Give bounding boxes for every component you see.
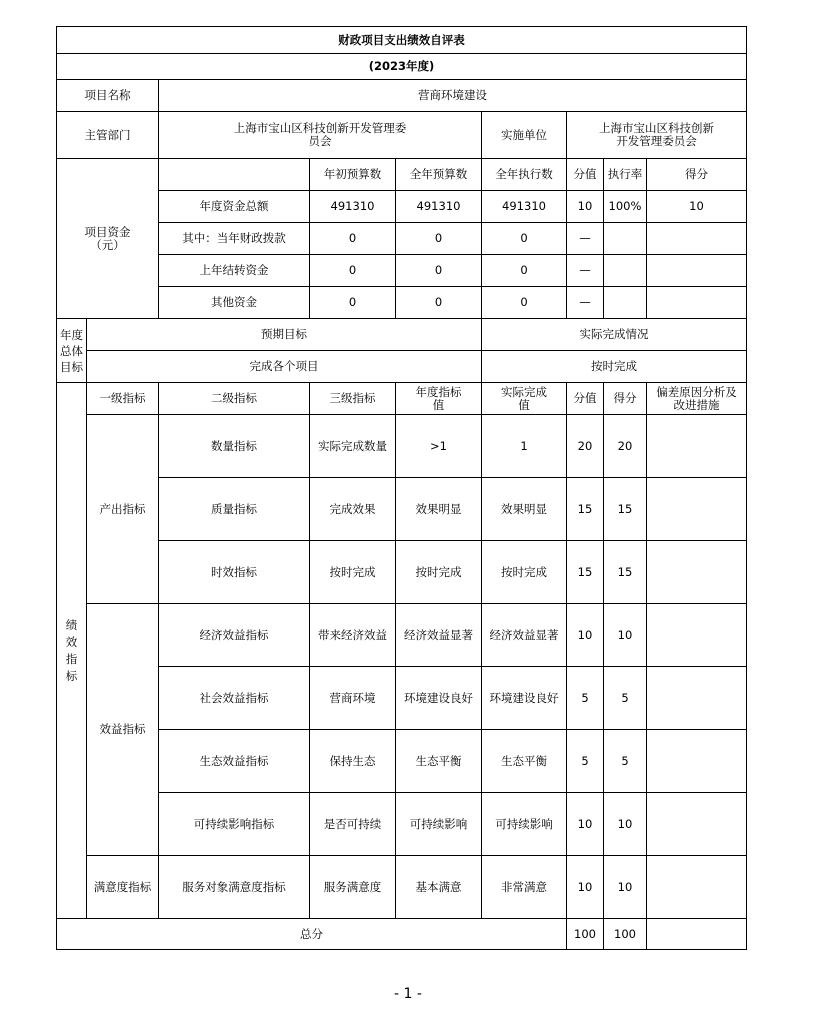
ind-header-level3: 三级指标 (310, 383, 396, 415)
total-value: 100 (567, 919, 604, 950)
form-subtitle: (2023年度) (57, 54, 747, 80)
ind-value: 5 (567, 730, 604, 793)
funds-header-blank (159, 159, 310, 191)
goals-section-label (57, 319, 87, 383)
funds-row-label: 其中：当年财政拨款 (159, 223, 310, 255)
ind-note (647, 541, 747, 604)
dept-value-text: 上海市宝山区科技创新开发管理委员会 (233, 121, 407, 148)
ind-actual: 非常满意 (482, 856, 567, 919)
ind-header-level2: 二级指标 (159, 383, 310, 415)
ind-header-note-text: 偏差原因分析及改进措施 (656, 384, 737, 412)
ind-header-target (396, 383, 482, 415)
form-title: 财政项目支出绩效自评表 (57, 27, 747, 54)
ind-level3: 带来经济效益 (310, 604, 396, 667)
goals-actual-header: 实际完成情况 (482, 319, 747, 351)
funds-row-label: 年度资金总额 (159, 191, 310, 223)
ind-level2: 生态效益指标 (159, 730, 310, 793)
ind-value: 10 (567, 604, 604, 667)
funds-header-score-value: 分值 (567, 159, 604, 191)
funds-cell-initial: 491310 (310, 191, 396, 223)
funds-cell-score (647, 255, 747, 287)
ind-target: 可持续影响 (396, 793, 482, 856)
funds-cell-annual: 0 (396, 287, 482, 319)
goals-expected-value: 完成各个项目 (87, 351, 482, 383)
ind-score: 15 (604, 541, 647, 604)
unit-value-text: 上海市宝山区科技创新开发管理委员会 (599, 121, 714, 148)
funds-cell-executed: 0 (482, 255, 567, 287)
ind-level3: 完成效果 (310, 478, 396, 541)
ind-value: 10 (567, 856, 604, 919)
dept-value (159, 112, 482, 159)
funds-cell-initial: 0 (310, 287, 396, 319)
funds-cell-score-value: — (567, 287, 604, 319)
ind-value: 20 (567, 415, 604, 478)
funds-section-text: 项目资金（元） (84, 224, 131, 252)
page-number: - 1 - (394, 986, 422, 1002)
ind-level2: 数量指标 (159, 415, 310, 478)
ind-level1: 满意度指标 (87, 856, 159, 919)
unit-label: 实施单位 (482, 112, 567, 159)
funds-header-rate: 执行率 (604, 159, 647, 191)
funds-row-label: 其他资金 (159, 287, 310, 319)
ind-header-level1: 一级指标 (87, 383, 159, 415)
funds-section-label (57, 159, 159, 319)
dept-label: 主管部门 (57, 112, 159, 159)
ind-actual: 经济效益显著 (482, 604, 567, 667)
ind-actual: 效果明显 (482, 478, 567, 541)
funds-header-initial: 年初预算数 (310, 159, 396, 191)
ind-header-actual-text: 实际完成值 (501, 384, 547, 412)
ind-level3: 是否可持续 (310, 793, 396, 856)
ind-target: 经济效益显著 (396, 604, 482, 667)
funds-cell-executed: 0 (482, 287, 567, 319)
ind-level2: 服务对象满意度指标 (159, 856, 310, 919)
unit-value (567, 112, 747, 159)
ind-actual: 按时完成 (482, 541, 567, 604)
ind-score: 10 (604, 793, 647, 856)
ind-target: 效果明显 (396, 478, 482, 541)
funds-header-executed: 全年执行数 (482, 159, 567, 191)
project-name-label: 项目名称 (57, 80, 159, 112)
funds-cell-annual: 0 (396, 255, 482, 287)
goals-section-text: 年度总体目标 (60, 327, 83, 374)
ind-note (647, 415, 747, 478)
ind-level2: 经济效益指标 (159, 604, 310, 667)
ind-score: 5 (604, 730, 647, 793)
funds-cell-score-value: 10 (567, 191, 604, 223)
total-label: 总分 (57, 919, 567, 950)
ind-level3: 保持生态 (310, 730, 396, 793)
ind-actual: 可持续影响 (482, 793, 567, 856)
ind-value: 15 (567, 478, 604, 541)
ind-score: 5 (604, 667, 647, 730)
ind-level2: 可持续影响指标 (159, 793, 310, 856)
total-note (647, 919, 747, 950)
ind-score: 10 (604, 856, 647, 919)
funds-cell-rate: 100% (604, 191, 647, 223)
ind-actual: 环境建设良好 (482, 667, 567, 730)
ind-header-value: 分值 (567, 383, 604, 415)
ind-actual: 生态平衡 (482, 730, 567, 793)
funds-cell-annual: 0 (396, 223, 482, 255)
ind-level2: 质量指标 (159, 478, 310, 541)
ind-value: 10 (567, 793, 604, 856)
funds-cell-executed: 0 (482, 223, 567, 255)
ind-level2: 时效指标 (159, 541, 310, 604)
ind-target: 按时完成 (396, 541, 482, 604)
evaluation-table (56, 26, 747, 950)
ind-header-actual (482, 383, 567, 415)
ind-level3: 实际完成数量 (310, 415, 396, 478)
funds-cell-rate (604, 255, 647, 287)
ind-value: 15 (567, 541, 604, 604)
funds-cell-annual: 491310 (396, 191, 482, 223)
funds-cell-rate (604, 223, 647, 255)
ind-target: 环境建设良好 (396, 667, 482, 730)
ind-note (647, 793, 747, 856)
funds-cell-score-value: — (567, 223, 604, 255)
ind-actual: 1 (482, 415, 567, 478)
ind-target: >1 (396, 415, 482, 478)
ind-level1: 产出指标 (87, 415, 159, 604)
ind-note (647, 730, 747, 793)
ind-level2: 社会效益指标 (159, 667, 310, 730)
ind-value: 5 (567, 667, 604, 730)
ind-header-note (647, 383, 747, 415)
funds-cell-score-value: — (567, 255, 604, 287)
ind-level1: 效益指标 (87, 604, 159, 856)
ind-header-score: 得分 (604, 383, 647, 415)
ind-level3: 服务满意度 (310, 856, 396, 919)
ind-target: 生态平衡 (396, 730, 482, 793)
funds-cell-score: 10 (647, 191, 747, 223)
funds-cell-score (647, 287, 747, 319)
ind-level3: 按时完成 (310, 541, 396, 604)
total-score: 100 (604, 919, 647, 950)
funds-row-label: 上年结转资金 (159, 255, 310, 287)
ind-target: 基本满意 (396, 856, 482, 919)
ind-note (647, 667, 747, 730)
funds-cell-score (647, 223, 747, 255)
indicators-section-text: 绩效指标 (65, 617, 78, 683)
ind-score: 15 (604, 478, 647, 541)
funds-header-annual: 全年预算数 (396, 159, 482, 191)
ind-note (647, 856, 747, 919)
funds-cell-rate (604, 287, 647, 319)
funds-header-score: 得分 (647, 159, 747, 191)
ind-header-target-text: 年度指标值 (415, 384, 462, 412)
indicators-section-label (57, 383, 87, 919)
ind-score: 20 (604, 415, 647, 478)
funds-cell-initial: 0 (310, 223, 396, 255)
ind-score: 10 (604, 604, 647, 667)
goals-expected-header: 预期目标 (87, 319, 482, 351)
funds-cell-initial: 0 (310, 255, 396, 287)
ind-note (647, 604, 747, 667)
ind-level3: 营商环境 (310, 667, 396, 730)
ind-note (647, 478, 747, 541)
project-name-value: 营商环境建设 (159, 80, 747, 112)
goals-actual-value: 按时完成 (482, 351, 747, 383)
funds-cell-executed: 491310 (482, 191, 567, 223)
